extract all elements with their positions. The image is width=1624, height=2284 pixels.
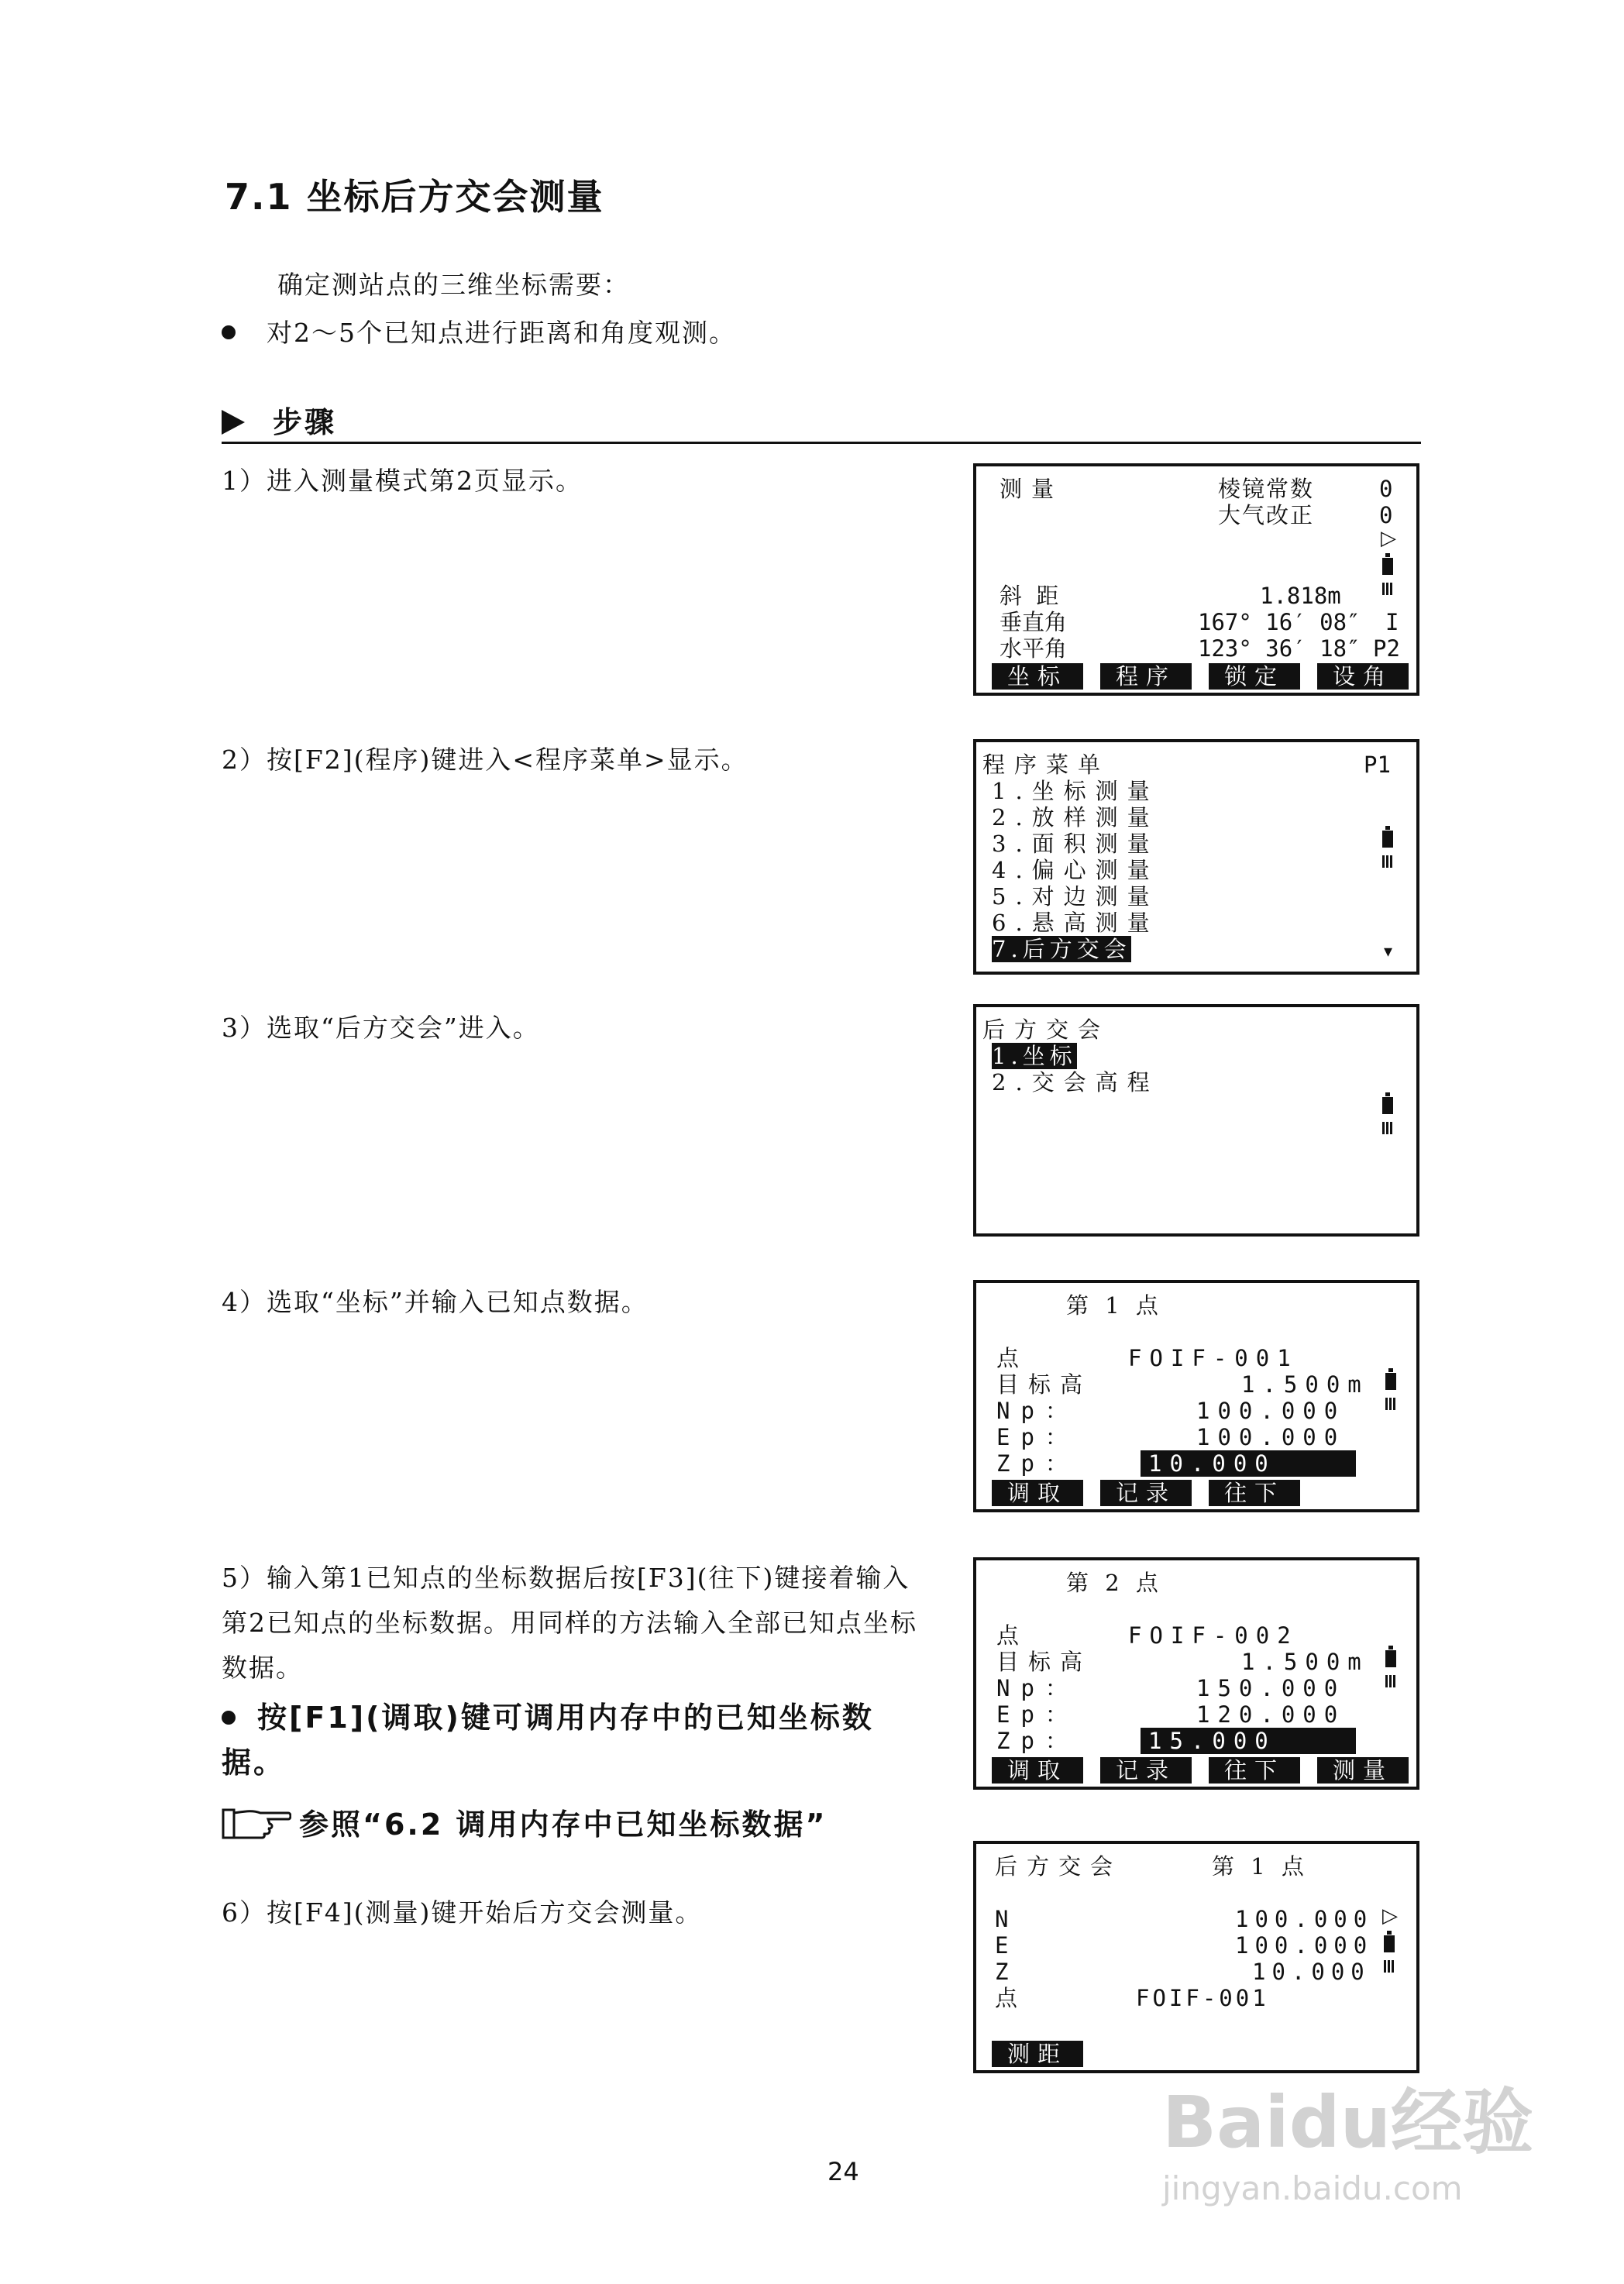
point-heading: 第 1 点	[1066, 1292, 1163, 1319]
screen-point-1-input	[973, 1280, 1419, 1512]
bullet-requirement	[222, 313, 736, 349]
n-value: 100.000	[1235, 1906, 1374, 1932]
softkey-f1-recall[interactable]: 调取	[992, 1757, 1083, 1784]
screen-point-2-input	[973, 1557, 1419, 1790]
watermark-brand: Baidu经验	[1162, 2081, 1534, 2164]
horizontal-angle-value: 123° 36′ 18″	[1198, 635, 1361, 662]
z-value: 10.000	[1252, 1959, 1371, 1985]
intro-text: 确定测站点的三维坐标需要：	[277, 270, 630, 300]
slope-distance-value: 1.818m	[1260, 583, 1341, 609]
signal-icon	[1385, 1675, 1396, 1687]
prism-icon: ▷	[1382, 1904, 1398, 1928]
np-value[interactable]: 150.000	[1196, 1675, 1346, 1701]
point-label: 点	[995, 1985, 1018, 2011]
battery-icon	[1382, 1097, 1393, 1114]
battery-icon	[1382, 831, 1393, 848]
ep-label: Ep：	[996, 1424, 1079, 1450]
point-heading: 第 1 点	[1212, 1853, 1309, 1880]
vertical-angle-label: 垂直角	[1000, 609, 1068, 635]
menu-item-coordinate[interactable]: 1.坐标测量	[992, 778, 1159, 804]
step-5: 5）输入第1已知点的坐标数据后按[F3](往下)键接着输入第2已知点的坐标数据。用同样的方法输入全部已知点坐标数据。	[222, 1563, 917, 1683]
menu-item-area[interactable]: 3.面积测量	[992, 831, 1159, 857]
page-indicator: P2	[1373, 635, 1400, 662]
point-name-value[interactable]: FOIF-001	[1128, 1345, 1299, 1371]
softkey-f3-lock[interactable]: 锁定	[1209, 663, 1300, 690]
prism-const-label: 棱镜常数	[1218, 476, 1315, 502]
note-recall	[222, 1695, 919, 1785]
atm-corr-value: 0	[1379, 502, 1393, 528]
battery-icon	[1385, 1373, 1396, 1390]
prism-icon: ▷	[1381, 527, 1396, 550]
screen-resection-menu	[973, 1004, 1419, 1237]
battery-icon	[1382, 558, 1393, 575]
bullet-text: 对2～5个已知点进行距离和角度观测。	[267, 318, 736, 348]
steps-heading-label: 步骤	[273, 405, 337, 439]
softkey-f3-next[interactable]: 往下	[1209, 1757, 1300, 1784]
slope-distance-label: 斜 距	[1000, 583, 1059, 609]
n-label: N	[995, 1906, 1009, 1932]
menu-item-stakeout[interactable]: 2.放样测量	[992, 804, 1159, 831]
program-menu-title: 程序菜单	[982, 752, 1110, 778]
atm-corr-label: 大气改正	[1218, 502, 1315, 528]
step-1: 1）进入测量模式第2页显示。	[222, 466, 583, 496]
softkey-f4-measure[interactable]: 测量	[1317, 1757, 1409, 1784]
screen-resection-measure	[973, 1841, 1419, 2073]
menu-item-resection-selected[interactable]: 7.后方交会	[992, 936, 1131, 962]
target-height-label: 目标高	[996, 1371, 1092, 1398]
point-name-value: FOIF-001	[1136, 1985, 1269, 2011]
page-number: 24	[827, 2157, 859, 2186]
resection-title: 后方交会	[982, 1016, 1110, 1043]
prism-const-value: 0	[1379, 476, 1393, 502]
screen-program-menu	[973, 739, 1419, 975]
signal-icon	[1384, 1960, 1395, 1973]
zp-label: Zp：	[996, 1450, 1079, 1477]
bullet-icon	[222, 1711, 236, 1725]
heading-rule	[222, 442, 1421, 444]
screen-measure-mode	[973, 463, 1419, 696]
ep-value[interactable]: 120.000	[1196, 1701, 1346, 1728]
softkey-f1-coord[interactable]: 坐标	[992, 663, 1083, 690]
vertical-angle-value: 167° 16′ 08″	[1198, 609, 1361, 635]
ep-label: Ep：	[996, 1701, 1079, 1728]
np-label: Np：	[996, 1675, 1079, 1701]
point-heading: 第 2 点	[1066, 1570, 1163, 1596]
softkey-f2-record[interactable]: 记录	[1100, 1757, 1192, 1784]
zp-label: Zp：	[996, 1728, 1079, 1754]
resection-title: 后方交会	[995, 1853, 1123, 1880]
note-text: 按[F1](调取)键可调用内存中的已知坐标数据。	[222, 1701, 874, 1780]
pointing-hand-icon	[222, 1807, 291, 1841]
e-label: E	[995, 1932, 1009, 1959]
z-label: Z	[995, 1959, 1009, 1985]
battery-icon	[1385, 1650, 1396, 1667]
battery-icon	[1384, 1935, 1395, 1952]
signal-icon	[1382, 1122, 1393, 1134]
section-title: 7.1 坐标后方交会测量	[225, 176, 604, 218]
e-value: 100.000	[1235, 1932, 1374, 1959]
point-label: 点	[996, 1622, 1020, 1649]
signal-icon	[1385, 1398, 1396, 1410]
menu-item-coordinate-selected[interactable]: 1.坐标	[992, 1043, 1077, 1069]
page-indicator: P1	[1364, 752, 1391, 778]
face-indicator: I	[1385, 609, 1399, 635]
signal-icon	[1382, 583, 1393, 595]
target-height-label: 目标高	[996, 1649, 1092, 1675]
np-value[interactable]: 100.000	[1196, 1398, 1346, 1424]
softkey-f1-recall[interactable]: 调取	[992, 1480, 1083, 1506]
softkey-f2-program[interactable]: 程序	[1100, 663, 1192, 690]
step-4: 4）选取“坐标”并输入已知点数据。	[222, 1287, 649, 1317]
triangle-icon	[222, 410, 245, 435]
step-3: 3）选取“后方交会”进入。	[222, 1013, 540, 1043]
scroll-down-icon[interactable]: ▾	[1384, 942, 1393, 961]
steps-heading	[222, 398, 336, 441]
menu-item-missing-line[interactable]: 5.对边测量	[992, 883, 1159, 910]
horizontal-angle-label: 水平角	[1000, 635, 1068, 662]
menu-item-offset[interactable]: 4.偏心测量	[992, 857, 1159, 883]
menu-item-remote-elevation[interactable]: 6.悬高测量	[992, 910, 1159, 936]
step-2: 2）按[F2](程序)键进入<程序菜单>显示。	[222, 745, 748, 775]
point-label: 点	[996, 1345, 1020, 1371]
softkey-f2-record[interactable]: 记录	[1100, 1480, 1192, 1506]
target-height-value[interactable]: 1.500m	[1241, 1649, 1369, 1675]
reference-line	[222, 1801, 827, 1844]
watermark-url: jingyan.baidu.com	[1162, 2169, 1463, 2207]
zp-input-field[interactable]: 10.000	[1141, 1450, 1356, 1477]
step-6: 6）按[F4](测量)键开始后方交会测量。	[222, 1897, 703, 1928]
softkey-f3-next[interactable]: 往下	[1209, 1480, 1300, 1506]
signal-icon	[1382, 855, 1393, 868]
target-height-value[interactable]: 1.500m	[1241, 1371, 1369, 1398]
np-label: Np：	[996, 1398, 1079, 1424]
menu-item-height-resection[interactable]: 2.交会高程	[992, 1069, 1159, 1096]
bullet-icon	[222, 325, 236, 339]
softkey-f1-measure-distance[interactable]: 测距	[992, 2041, 1083, 2067]
point-name-value[interactable]: FOIF-002	[1128, 1622, 1299, 1649]
reference-text: 参照“6.2 调用内存中已知坐标数据”	[299, 1808, 827, 1842]
ep-value[interactable]: 100.000	[1196, 1424, 1346, 1450]
mode-label: 测量	[1000, 476, 1064, 502]
zp-input-field[interactable]: 15.000	[1141, 1728, 1356, 1754]
softkey-f4-set-angle[interactable]: 设角	[1317, 663, 1409, 690]
